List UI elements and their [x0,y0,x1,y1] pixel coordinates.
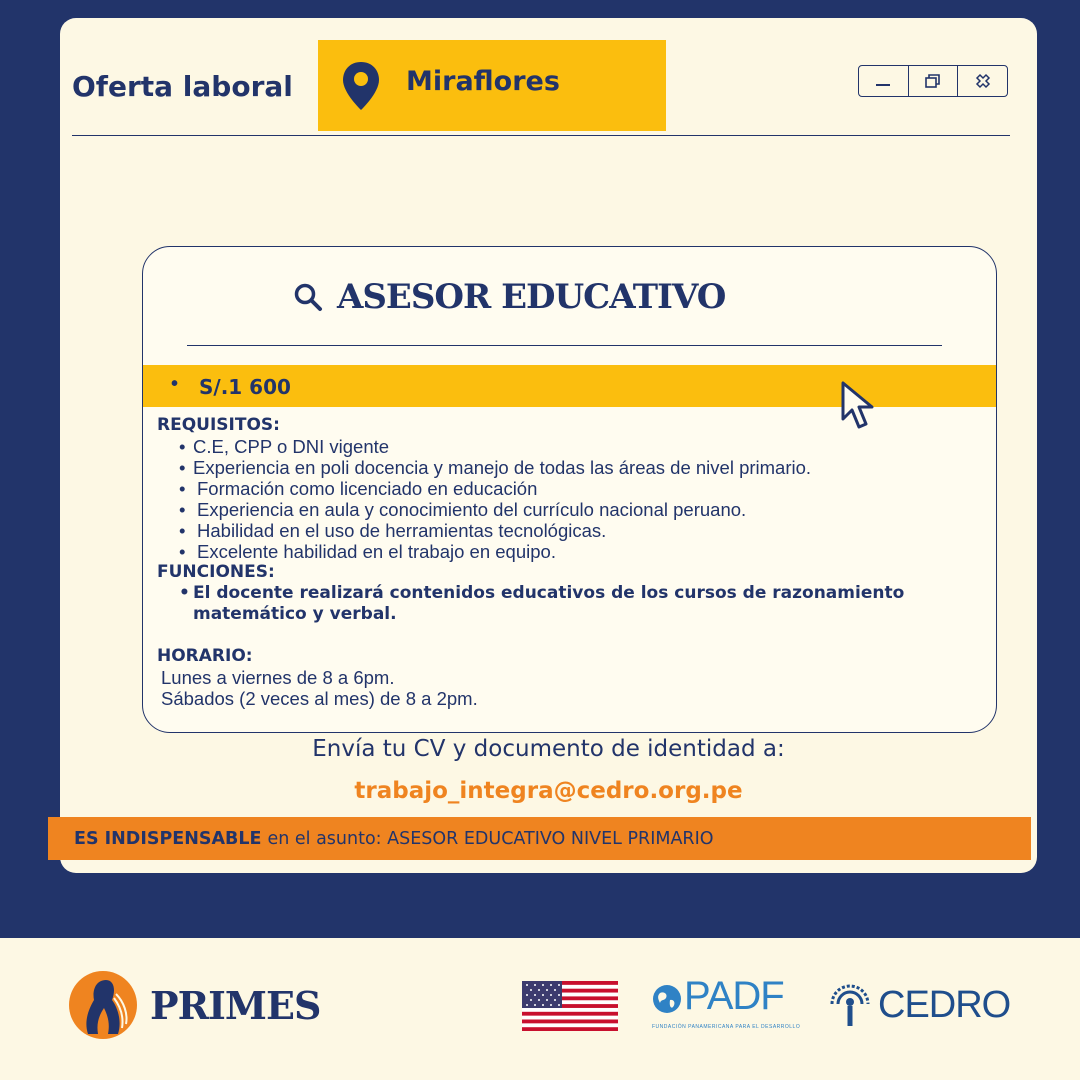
job-card [142,246,997,733]
schedule-heading: HORARIO: [157,646,253,666]
location-pin-icon [340,60,382,112]
window-title: Oferta laboral [72,70,293,103]
card-divider [187,345,942,346]
functions-list [157,583,977,625]
location-tab[interactable] [318,40,666,131]
list-item: • Excelente habilidad en el trabajo en equipo. [179,541,977,562]
job-title-row [293,277,725,317]
location-label: Miraflores [406,66,560,97]
job-details [157,415,977,709]
restore-icon [924,73,942,89]
close-button[interactable] [958,66,1007,96]
cedro-logo [828,982,1010,1028]
primes-logo [68,970,320,1040]
salary-bullet: • [171,373,179,395]
cedro-emblem-icon [828,982,872,1028]
us-flag-icon [522,981,618,1031]
primes-emblem-icon [68,970,138,1040]
window-controls [858,65,1008,97]
padf-name: PADF [684,974,784,1018]
list-item: • Habilidad en el uso de herramientas tecnológicas. [179,520,977,541]
search-icon [293,282,323,312]
job-title: ASESOR EDUCATIVO [337,277,726,317]
sponsor-footer [0,938,1080,1080]
notice-text: en el asunto: ASESOR EDUCATIVO NIVEL PRIMARIO [267,828,714,849]
subject-notice [48,817,1031,860]
notice-emphasis: ES INDISPENSABLE [74,828,262,849]
send-instructions: Envía tu CV y documento de identidad a: [312,736,785,762]
title-divider [72,135,1010,136]
salary-value: S/.1 600 [199,375,291,399]
job-offer-window [60,18,1037,873]
contact-email-link[interactable]: trabajo_integra@cedro.org.pe [354,778,743,804]
schedule-line: Sábados (2 veces al mes) de 8 a 2pm. [161,688,478,709]
minimize-icon [874,74,892,88]
requirements-heading: REQUISITOS: [157,415,280,435]
functions-heading: FUNCIONES: [157,562,275,582]
cedro-name: CEDRO [878,983,1011,1026]
list-item: • Experiencia en aula y conocimiento del currículo nacional peruano. [179,499,977,520]
primes-name: PRIMES [150,982,321,1028]
minimize-button[interactable] [859,66,909,96]
restore-button[interactable] [909,66,959,96]
list-item: • C.E, CPP o DNI vigente [179,436,977,457]
close-icon [974,72,992,90]
padf-subtitle: FUNDACIÓN PANAMERICANA PARA EL DESARROLLO [652,1024,801,1030]
globe-icon [652,984,682,1014]
schedule-line: Lunes a viernes de 8 a 6pm. [161,667,395,688]
list-item: • Experiencia en poli docencia y manejo de todas las áreas de nivel primario. [179,457,977,478]
list-item: • Formación como licenciado en educación [179,478,977,499]
list-item: • El docente realizará contenidos educativos de los cursos de razonamiento matemático y verbal. [179,583,977,625]
requirements-list [157,436,977,562]
